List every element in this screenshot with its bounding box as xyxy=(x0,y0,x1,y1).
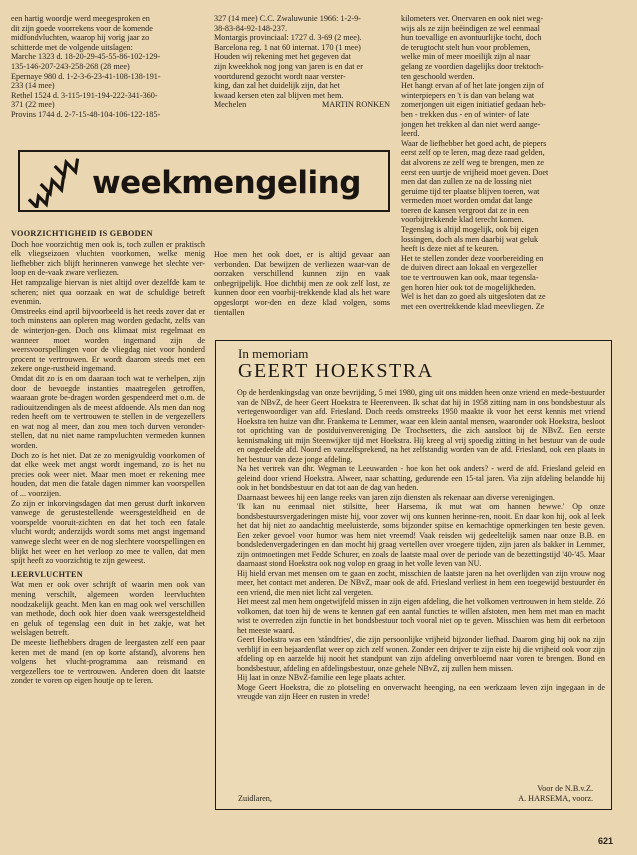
paragraph: Hoe men het ook doet, er is altijd gevaar aan verbonden. Dat bewijzen de verliezen waar-van de oorzaken verschillend kunnen zijn en vaak onbegrijpelijk. Hoe dichtbij men ze ook zelf lost, ze kunnen door een voorbij-trekkende klad als het ware opgeslorpt wor-den en deze klad volgen, soms tientallen xyxy=(214,250,390,317)
text-line: geruime tijd ter plaatse blijven toeren, wat xyxy=(401,186,540,196)
banner-title: weekmengeling xyxy=(92,165,361,201)
text-line: voortdurend gezocht wordt naar verster- xyxy=(214,71,346,81)
text-line: Het te stellen zonder deze voorbereiding en xyxy=(401,253,544,263)
text-line: midfondvluchten, waarop hij vorig jaar zo xyxy=(11,33,150,43)
memoriam-body xyxy=(237,388,605,702)
text-line: 38-83-84-92-148-237. xyxy=(214,23,287,33)
page-number: 621 xyxy=(598,836,614,846)
text-line: Wel is het dan zo goed als uitgesloten dat ze xyxy=(401,292,546,302)
text-line: zomerjongen uit eigen initiatief gedaan heb- xyxy=(401,100,546,110)
paragraph: Het rampzalige hiervan is niet altijd over dezelfde kam te scheren; niet qua oorzaak en wat de schuldige betreft evenmin. xyxy=(11,277,205,307)
paragraph: Omstreeks eind april bijvoorbeeld is het reeds zover dat er toch minstens aan opleren mag worden gedacht, zelfs van de winterjon-gen. Doch ons klimaat mist regelmaat en wanneer moet worden ingemand zijn de weersvoorspellingen voor de vliegdag niet voor honderd procent te vertrouwen. Er wordt daarom steeds met een zekere onge-rustheid ingemand. xyxy=(11,306,205,374)
text-line: Tegenslag is altijd mogelijk, ook bij eigen xyxy=(401,225,539,235)
text-line: lossingen, doch als men daarbij wat geluk xyxy=(401,234,539,244)
text-line: dat alvorens ze zelf weg te brengen, men ze xyxy=(401,157,544,167)
paragraph: De meeste liefhebbers dragen de leergasten zelf een paar keren met de mand (en op korte afstand), alvorens hen volgens het vlucht-programma aan reismand en vergezellers toe te vertrouwen. Anderen doen dit laatste zonder te voren op eigen houtje op te leren. xyxy=(11,637,205,686)
text-line: king, dan zal het duidelijk zijn, dat het xyxy=(214,81,340,91)
memoriam-signature xyxy=(238,784,593,803)
text-line: leerd. xyxy=(401,129,420,139)
memoriam-paragraph: Moge Geert Hoekstra, die zo plotseling en onverwacht heenging, na een werkzaam leven zijn ingegaan in de vreugde van zijn Heer en rusten in vrede! xyxy=(237,682,605,701)
in-memoriam-box xyxy=(215,340,612,810)
text-line: Het hangt ervan af of het late jongen zijn of xyxy=(401,81,544,91)
text-line: 233 (14 mee) xyxy=(11,81,55,91)
text-line: eerst een uurtje de vrijheid moet geven. Doet xyxy=(401,167,549,177)
memoriam-paragraph: Hij hield ervan met mensen om te gaan en zocht, misschien de laatste jaren na het overlijden van zijn vrouw nog meer, het contact met anderen. De NBvZ, maar ook de afd. Friesland verliest in hem een toegewijd bestuurder én een vriend, die men niet licht zal vergeten. xyxy=(237,568,605,597)
paragraph: Omdat dit zo is en om daaraan toch wat te verhelpen, zijn door de bevoegde instanties maatregelen getroffen, waaraan grote be-dragen worden gespendeerd met o.m. de radiouitzendingen als de meest afdoende. Als men dan nog reden heeft om te vertrouwen te stellen in de vergezellers en wat nog al meer, dan zou men toch durven veronder-stellen, dat nu niet name rampvluchten vermeden kunnen worden. xyxy=(11,373,205,451)
text-line: Provins 1744 d. 2-7-15-48-104-106-122-185- xyxy=(11,109,161,119)
text-line: Montargis provinciaal: 1727 d. 3-69 (2 mee). xyxy=(214,33,362,43)
results-text-column-top-left xyxy=(11,14,205,120)
text-line: hun toevallige en avontuurlijke tocht, doch xyxy=(401,33,542,43)
text-line: wijs als ze zijn beëindigen ze wel eenmaal xyxy=(401,23,540,33)
text-line: met een overtrekkende klad meevliegen. Ze xyxy=(401,301,545,311)
signature-organisation: Voor de N.B.v.Z. xyxy=(537,784,593,793)
author-city: Mechelen xyxy=(214,100,247,110)
memoriam-paragraph: Daarnaast bewees hij een lange reeks van jaren zijn diensten als rekenaar aan diverse verenigingen. xyxy=(237,492,555,502)
section-heading: VOORZICHTIGHEID IS GEBODEN xyxy=(11,229,153,238)
memoriam-paragraph: 'Ik kan nu eenmaal niet stilsitte, heer Harsema, ik mut wat om hannen hewwe.' Op onze bondsbestuursvergaderingen miste hij, voor zover wij ons kunnen herinne-ren, nooit. En daar kon hij, ook al leek het dat hij niet zo aandachtig meeluisterde, soms bijzonder spitse en kernachtige opmerkingen ten beste geven. Een zeker gevoel voor humor was hem niet vreemd! Vaak reisden wij gedeeltelijk samen naar onze B.B. en bondsledenvergaderingen en dan mocht hij graag vertellen over vroegere tijden, zijn jaren als bakker in Lemmer, zijn ontmoetingen met Fedde Schurer, en zoals de laatste maal over de periode van de bezettingstijd '40-'45. Maar daarnaast stond Hoekstra ook nog volop en graag in het volle leven van NU. xyxy=(237,502,605,568)
text-line: de terugtocht stelt hun voor problemen, xyxy=(401,42,531,52)
text-line: welke min of meer moeilijk zijn al naar xyxy=(401,52,531,62)
text-line: een hartig woordje werd meegesproken en xyxy=(11,14,150,23)
text-line: toe te vertrouwen kan ook, maar tegensla- xyxy=(401,273,539,283)
text-line: schitterde met de volgende uitslagen: xyxy=(11,42,133,52)
section-heading: LEERVLUCHTEN xyxy=(11,569,84,579)
memoriam-heading: In memoriam xyxy=(238,346,309,361)
text-line: vermeden moet worden omdat dat lange xyxy=(401,196,533,206)
signature-place: Zuidlaren, xyxy=(238,793,272,803)
author-name: MARTIN RONKEN xyxy=(322,100,390,110)
article-text-column-left xyxy=(11,225,205,686)
text-line: Barcelona reg. 1 nat 60 internat. 170 (1 mee) xyxy=(214,42,361,52)
text-line: Waar de liefhebber het goed acht, de piepers xyxy=(401,138,547,148)
text-line: voorbijtrekkende klad terecht komen. xyxy=(401,215,524,225)
text-line: heeft is deze niet af te keuren. xyxy=(401,244,499,254)
text-line: 135-146-207-243-258-268 (28 mee) xyxy=(11,61,130,71)
text-line: 371 (22 mee) xyxy=(11,100,55,110)
author-signoff xyxy=(214,100,390,110)
weekmengeling-banner xyxy=(18,150,390,212)
text-line: gen horen hier ook tot de mogelijkheden. xyxy=(401,282,536,292)
text-line: Marche 1323 d. 18-20-29-45-55-86-102-129- xyxy=(11,52,161,62)
text-line: kwaad kersen eten zal blijven met hem. xyxy=(214,90,344,100)
article-text-column-right xyxy=(401,14,607,311)
text-line: eerst zelf op te leren, mag deze raad gelden, xyxy=(401,148,545,158)
memoriam-paragraph: Na het vertrek van dhr. Wegman te Leeuwarden - hoe kon het ook anders? - werd de afd. Friesland geleid en geleind door vriend Hoekstra. Alweer, naar schatting, gedurende een 15-tal jaren. Via zijn afdeling belandde hij ook in het bondsbestuur en dat tot aan de dag van heden. xyxy=(237,464,605,492)
text-line: dit zijn goede voorrekens voor de komende xyxy=(11,23,153,33)
text-line: jongen het trekken al dan niet werd aange- xyxy=(401,119,541,129)
memoriam-paragraph: Hij laat in onze NBvZ-familie een lege plaats achter. xyxy=(237,673,406,682)
memoriam-paragraph: Op de herdenkingsdag van onze bevrijding, 5 mei 1980, ging uit ons midden heen onze vriend en mede-bestuurder van de NBvZ, de heer Geert Hoekstra te Heerenveen. Ik schat dat hij in 1958 zitting nam in ons bondsbestuur als vertegenwoordiger van afd. Friesland. Doch reeds omstreeks 1950 maakte ik voor het eerst kennis met vriend Hoekstra ten huize van dhr. Frankema te Lemmer, waar een klein aantal mensen, waaronder ook Hoekstra, besloot tot oprichting van de postduivenvereniging De Trochsetters, die zich aansloot bij de NBvZ. Een eerste kennismaking uit mijn Steenwijker tijd met Hoekstra. Hij kreeg al vrij spoedig zitting in het bestuur van de oude en ongedeelde afd. Noord en vanzelfsprekend, na het zelfstandig worden van de afd. Friesland, ook een plaats in het bestuur van deze jonge afdeling. xyxy=(237,388,605,464)
text-line: ben - trekken dus - en of winter- of late xyxy=(401,109,530,119)
text-line: toeren de kansen vergroot dat ze in een xyxy=(401,205,529,215)
text-line: winterpiepers en 't is dan van belang wat xyxy=(401,90,535,100)
text-line: 327 (14 mee) C.C. Zwaluwunie 1966: 1-2-9- xyxy=(214,14,361,23)
signature-name: A. HARSEMA, voorz. xyxy=(518,793,593,803)
paragraph: Doch zo is het niet. Dat ze zo menigvuldig voorkomen of dat elke week met angst wordt ingemand, zo is het nu precies ook weer niet. Maar men moet er rekening mee houden, dat men die fatale dagen nimmer kan voorspellen of ... voorzijen. xyxy=(11,450,205,499)
paragraph: Zo zijn er inkorvingsdagen dat men gerust durft inkorven vanwege de gerustestellende weersgesteldheid en de voorspelde vooruit-zichten en dat het toch een fatale vlucht wordt; anderzijds wordt soms met angst ingemand vanwege slecht weer en de nog slechtere voorspellingen en blijkt het weer en het verloop zo mee te vallen, dat men spijt heeft zo voorzichtig te zijn geweest. xyxy=(11,498,205,566)
text-line: men dat dan zullen ze na de lossing niet xyxy=(401,177,532,187)
text-line: Epernaye 980 d. 1-2-3-6-23-41-108-138-191- xyxy=(11,71,161,81)
text-line: Houden wij rekening met het gegeven dat xyxy=(214,52,351,62)
text-line: Rethel 1524 d. 3-115-191-194-222-341-360- xyxy=(11,90,158,100)
text-line: ten geschoold werden. xyxy=(401,71,475,81)
weekmengeling-logo xyxy=(26,156,88,208)
text-line: zijn kweekhok nog jong van jaren is en dat er xyxy=(214,61,363,71)
text-line: kilometers ver. Onervaren en ook niet weg- xyxy=(401,14,544,23)
paragraph: Wat men er ook over schrijft of waarin men ook van mening verschilt, algemeen worden leervluchten noodzakelijk geacht. Men kan en mag ook wel verschillen van methode, doch ook hier doen vaak weersgesteldheid en geluk of tegenslag een duit in het zakje, wat het welslagen betreft. xyxy=(11,580,205,638)
memoriam-name: GEERT HOEKSTRA xyxy=(238,360,434,382)
memoriam-paragraph: Geert Hoekstra was een 'ståndfries', die zijn persoonlijke vrijheid bijzonder liefhad. Daarom ging hij ook na zijn verblijf in een bejaardenflat weer op zich zelf wonen. Zonder een drijver te zijn eiste hij die vrijheid ook voor zijn afdeling op en aarzelde hij nooit het standpunt van zijn afdeling onverbloemd naar voren te brengen. Bond en bondsbestuur, afdeling en afdelingsbestuur, onze gehele NBvZ, zij zullen hem missen. xyxy=(237,635,605,673)
results-text-column-top-middle xyxy=(214,14,390,110)
text-line: gelang ze voordien dagelijks door trektoch- xyxy=(401,61,544,71)
text-line: de duiven direct aan lokaal en vergezeller xyxy=(401,263,538,273)
memoriam-paragraph: Het meest zal men hem ongetwijfeld missen in zijn eigen afdeling, die het volkomen vertrouwen in hem stelde. Zó volkomen, dat toen hij de wens te kennen gaf een aantal functies te willen afstoten, men hem met man en macht wist te overreden zijn functie in het bondsbestuur toch vooral niet op te geven. Misschien was hem dit eerbetoon het meeste waard. xyxy=(237,597,605,635)
paragraph: Doch hoe voorzichtig men ook is, toch zullen er praktisch elk vliegseizoen vluchten voorkomen, welke menig liefhebber zich blijft herinneren vanwege het slechte ver-loop en de-vaak zware verliezen. xyxy=(11,239,205,278)
article-text-column-middle xyxy=(214,250,390,317)
